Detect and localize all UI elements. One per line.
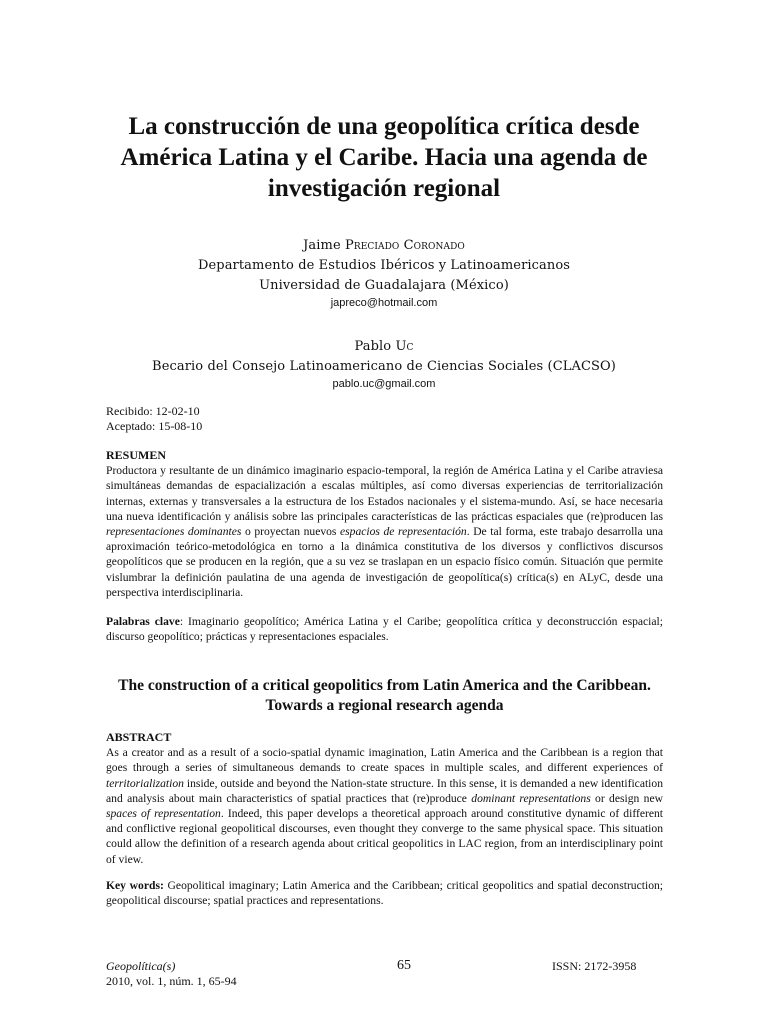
article-title: La construcción de una geopolítica crítica desde América Latina y el Caribe. Hacia una agenda de investigación regional: [120, 113, 648, 202]
author-block-2: [60, 337, 708, 391]
submission-dates: [106, 404, 202, 434]
palabras-clave: [106, 614, 663, 644]
resumen-section: [106, 448, 663, 600]
issn: ISSN: 2172-3958: [552, 959, 637, 973]
footer-citation: [106, 959, 237, 989]
author-last-name: Uc: [395, 339, 414, 354]
author-first-name: Jaime: [303, 238, 345, 253]
author-name: [60, 337, 708, 357]
abstract-text: or design new: [590, 791, 663, 805]
author-email[interactable]: pablo.uc@gmail.com: [332, 378, 436, 390]
palabras-clave-label: Palabras clave: [106, 615, 180, 628]
author-last-name: Preciado Coronado: [344, 238, 465, 253]
page-number: 65: [397, 958, 411, 973]
key-words-label: Key words:: [106, 879, 164, 892]
abstract-heading: ABSTRACT: [106, 730, 172, 744]
resumen-text: o proyectan nuevos: [241, 525, 341, 539]
resumen-text: Productora y resultante de un dinámico imaginario espacio-temporal, la región de América Latina y el Caribe atraviesa simultáneas demandas de espacialización a escalas múltiples, así como diversas experiencias de territorialización internas, externas y transversales a la estructura de los Estados nacionales y el sistema-mundo. Así, se hace necesaria una nueva identificación y análisis sobre las principales características de las prácticas espaciales que (re)producen las: [106, 464, 663, 523]
abstract-section: [106, 730, 663, 867]
key-words: [106, 878, 663, 908]
author-email[interactable]: japreco@hotmail.com: [330, 297, 438, 309]
english-title: The construction of a critical geopolitics from Latin America and the Caribbean. Towards a regional research agenda: [118, 677, 651, 714]
abstract-text: . Indeed, this paper develops a theoretical approach around constitutive dynamic of different and conflictive regional geopolitical discourses, even thought they converge to the same physical space. This situation could allow the definition of a research agenda about critical geopolitics in LAC region, from an interdisciplinary point of view.: [106, 807, 663, 866]
resumen-italic: espacios de representación: [340, 525, 467, 539]
author-university: Universidad de Guadalajara (México): [259, 278, 509, 293]
resumen-italic: representaciones dominantes: [106, 525, 242, 539]
abstract-italic: dominant representations: [471, 791, 591, 805]
abstract-italic: territorialization: [106, 776, 184, 790]
author-first-name: Pablo: [354, 339, 396, 354]
resumen-heading: RESUMEN: [106, 448, 167, 462]
author-affiliation: Becario del Consejo Latinoamericano de Ciencias Sociales (CLACSO): [152, 359, 616, 374]
author-name: [60, 236, 708, 256]
abstract-italic: spaces of representation: [106, 807, 221, 821]
abstract-text: inside, outside and beyond the Nation-state structure. In this sense, it is demanded a new identification and analysis about main characteristics of spatial practices that (re)produce: [106, 776, 663, 805]
resumen-text: . De tal forma, este trabajo desarrolla una aproximación teórico-metodológica en torno a la dinámica constitutiva de los diversos y conflictivos discursos geopolíticos que se producen en la región, que a su vez se traslapan en un espacio físico común. Situación que permite vislumbrar la definición paulatina de una agenda de investigación de geopolítica(s) crítica(s) en ALyC, desde una perspectiva interdisciplinaria.: [106, 525, 663, 599]
author-block-1: [60, 236, 708, 310]
journal-issue: 2010, vol. 1, núm. 1, 65-94: [106, 974, 237, 988]
journal-name: Geopolítica(s): [106, 959, 176, 973]
key-words-text: Geopolitical imaginary; Latin America and the Caribbean; critical geopolitics and spatial deconstruction; geopolitical discourse; spatial practices and representations.: [106, 879, 664, 908]
author-department: Departamento de Estudios Ibéricos y Latinoamericanos: [197, 258, 571, 273]
abstract-text: As a creator and as a result of a socio-spatial dynamic imagination, Latin America and the Caribbean is a region that goes through a series of simultaneous demands to create spaces in multiple scales, and different experiences of: [106, 746, 663, 775]
accepted-date: Aceptado: 15-08-10: [106, 419, 203, 433]
received-date: Recibido: 12-02-10: [106, 404, 200, 418]
palabras-clave-text: : Imaginario geopolítico; América Latina y el Caribe; geopolítica crítica y deconstrucción espacial; discurso geopolítico; prácticas y representaciones espaciales.: [106, 615, 663, 644]
